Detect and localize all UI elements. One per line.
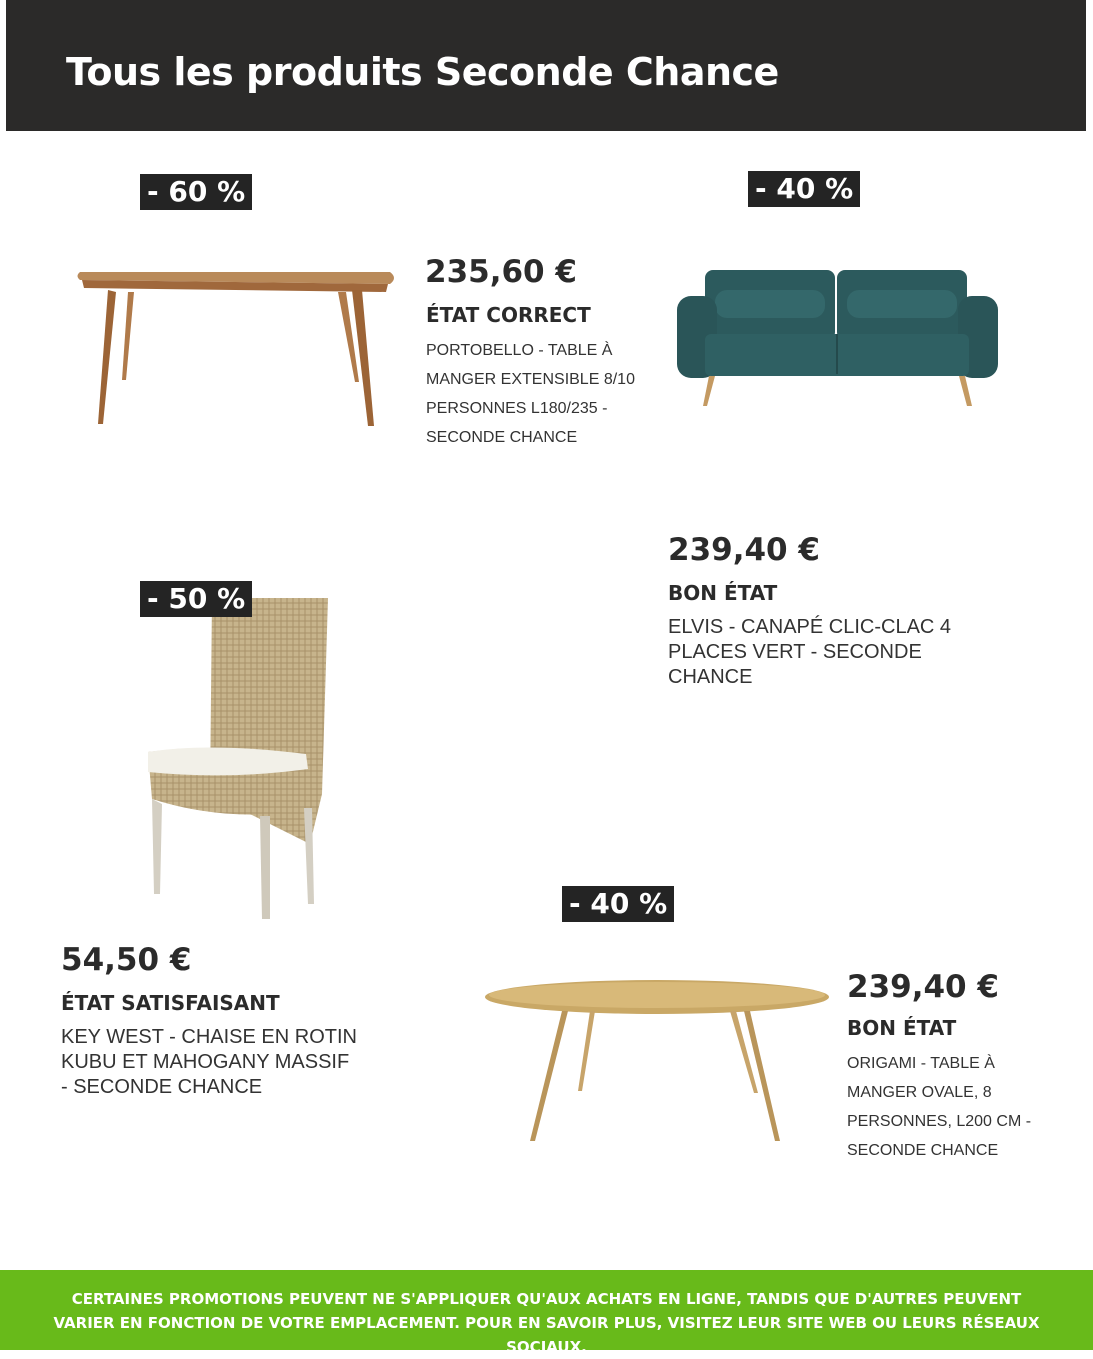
discount-badge: - 60 % bbox=[140, 174, 252, 210]
product-condition: BON ÉTAT bbox=[847, 1016, 957, 1040]
product-image-key-west-chair[interactable] bbox=[140, 594, 335, 924]
product-image-elvis-sofa[interactable] bbox=[675, 268, 1000, 408]
product-description[interactable]: ORIGAMI - TABLE À MANGER OVALE, 8 PERSONNES, L200 CM - SECONDE CHANCE bbox=[847, 1055, 1032, 1159]
page-title: Tous les produits Seconde Chance bbox=[66, 50, 779, 94]
product-image-origami-oval-table[interactable] bbox=[482, 975, 832, 1145]
product-description[interactable]: PORTOBELLO - TABLE À MANGER EXTENSIBLE 8/10 PERSONNES L180/235 - SECONDE CHANCE bbox=[426, 342, 635, 446]
discount-badge: - 40 % bbox=[748, 171, 860, 207]
discount-badge: - 50 % bbox=[140, 581, 252, 617]
product-image-portobello-table[interactable] bbox=[70, 262, 400, 432]
product-description[interactable]: KEY WEST - CHAISE EN ROTIN KUBU ET MAHOGANY MASSIF - SECONDE CHANCE bbox=[61, 1026, 357, 1098]
promo-disclaimer-banner bbox=[0, 1270, 1093, 1356]
page-header bbox=[6, 0, 1086, 131]
discount-badge: - 40 % bbox=[562, 886, 674, 922]
product-condition: ÉTAT SATISFAISANT bbox=[61, 991, 280, 1015]
product-price: 54,50 € bbox=[61, 942, 192, 978]
product-price: 235,60 € bbox=[425, 254, 577, 290]
product-description[interactable]: ELVIS - CANAPÉ CLIC-CLAC 4 PLACES VERT - SECONDE CHANCE bbox=[668, 616, 952, 688]
product-price: 239,40 € bbox=[847, 969, 999, 1005]
product-condition: ÉTAT CORRECT bbox=[426, 303, 591, 327]
product-price: 239,40 € bbox=[668, 532, 820, 568]
product-condition: BON ÉTAT bbox=[668, 581, 778, 605]
disclaimer-text: CERTAINES PROMOTIONS PEUVENT NE S'APPLIQUER QU'AUX ACHATS EN LIGNE, TANDIS QUE D'AUTRES PEUVENT VARIER EN FONCTION DE VOTRE EMPLACEMENT. POUR EN SAVOIR PLUS, VISITEZ LEUR SITE WEB OU LEURS RÉSEAUX SOCIAUX. bbox=[53, 1290, 1040, 1356]
